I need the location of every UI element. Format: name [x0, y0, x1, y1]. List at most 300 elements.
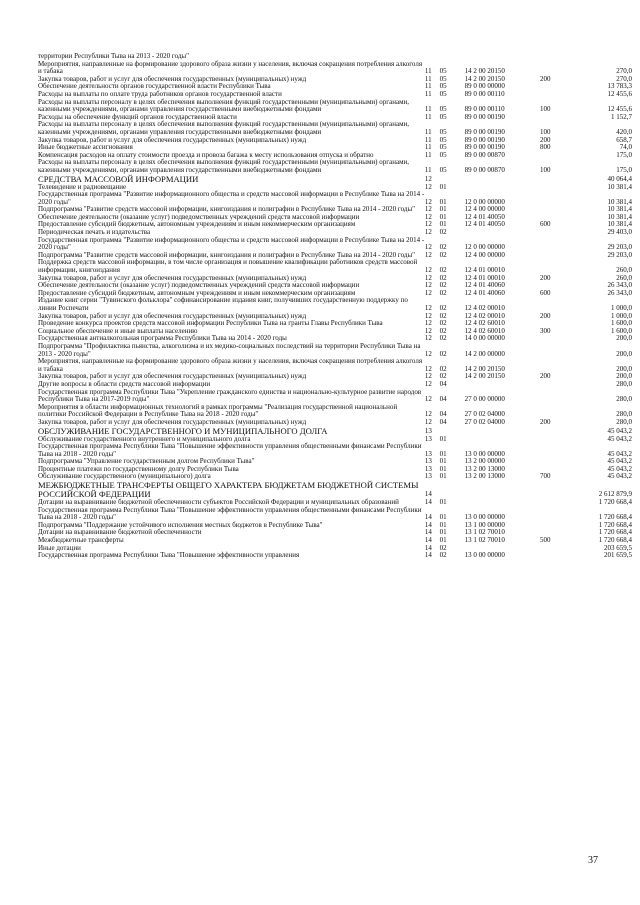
- row-razdel-cell: 11: [424, 150, 432, 159]
- row-amount-cell: 2 612 879,9: [598, 490, 632, 499]
- row-target-article-cell: 13 2 00 13000: [464, 472, 505, 481]
- row-razdel-cell: 13: [424, 449, 432, 458]
- row-amount-cell: 10 381,4: [607, 182, 632, 191]
- row-podrazdel-cell: 01: [439, 220, 447, 229]
- row-podrazdel-cell: 05: [439, 105, 447, 114]
- table-row: [38, 389, 632, 404]
- row-razdel-cell: 14: [424, 528, 432, 537]
- row-target-article-cell: 13 2 00 13000: [464, 464, 505, 473]
- row-amount-cell: 10 381,4: [607, 220, 632, 229]
- row-target-article-cell: [465, 436, 540, 444]
- row-expense-type-cell: [540, 499, 571, 507]
- row-amount-cell: 200,0: [616, 334, 632, 343]
- row-podrazdel-cell: 02: [439, 372, 447, 381]
- row-amount-cell: 26 343,0: [607, 288, 632, 297]
- row-razdel-cell: 13: [424, 472, 432, 481]
- row-expense-type-cell: 600: [539, 220, 551, 229]
- row-target-article-cell: 14 2 00 00000: [464, 349, 505, 358]
- row-podrazdel-cell: [440, 53, 465, 61]
- row-razdel-cell: 12: [424, 288, 432, 297]
- row-target-article-cell: 12 4 02 60010: [464, 319, 505, 328]
- row-podrazdel-cell: 01: [439, 513, 447, 522]
- row-podrazdel-cell: 05: [439, 82, 447, 91]
- row-podrazdel-cell: 02: [439, 334, 447, 343]
- row-podrazdel-cell: 05: [439, 143, 447, 152]
- row-target-article-cell: 12 4 01 00010: [464, 273, 505, 282]
- row-razdel-cell: 11: [424, 112, 432, 121]
- row-podrazdel-cell: 01: [439, 457, 447, 466]
- row-amount-cell: 12 455,6: [607, 105, 632, 114]
- row-podrazdel-cell: 05: [439, 89, 447, 98]
- row-name-cell: Предоставление субсидий бюджетным, автономным учреждениям и иным некоммерческим организациям: [38, 288, 356, 297]
- row-target-article-cell: 13 1 02 70010: [464, 536, 505, 545]
- row-razdel-cell: 12: [424, 197, 432, 206]
- row-razdel-cell: 14: [424, 490, 432, 499]
- row-podrazdel-cell: 02: [439, 228, 447, 237]
- row-name-cell: Подпрограмма "Поддержание устойчивого исполнения местных бюджетов в Республике Тыва": [38, 520, 323, 529]
- row-razdel-cell: 12: [424, 243, 432, 252]
- row-podrazdel-cell: 01: [439, 212, 447, 221]
- row-razdel-cell: 12: [424, 182, 432, 191]
- row-target-article-cell: [465, 53, 540, 61]
- row-expense-type-cell: [540, 61, 571, 76]
- row-amount-cell: 200,0: [616, 364, 632, 373]
- row-name-cell: Государственная программа "Развитие информационного общества и средств массовой информации в Республике Тыва на 2014 - 2020 годы": [38, 235, 425, 252]
- row-target-article-cell: [465, 499, 540, 507]
- row-amount-cell: 203 659,5: [604, 543, 632, 552]
- row-name-cell: Закупка товаров, работ и услуг для обеспечения государственных (муниципальных) нужд: [38, 372, 307, 381]
- row-razdel-cell: 12: [424, 311, 432, 320]
- row-name-cell: Закупка товаров, работ и услуг для обеспечения государственных (муниципальных) нужд: [38, 417, 307, 426]
- row-name-cell: Процентные платежи по государственному долгу Республики Тыва: [38, 464, 239, 473]
- row-target-article-cell: 12 4 02 00010: [464, 311, 505, 320]
- row-podrazdel-cell: 01: [439, 472, 447, 481]
- row-amount-cell: 45 043,2: [607, 434, 632, 443]
- row-target-article-cell: 13 1 02 70010: [464, 528, 505, 537]
- row-expense-type-cell: [540, 229, 571, 237]
- row-name-cell: ОБСЛУЖИВАНИЕ ГОСУДАРСТВЕННОГО И МУНИЦИПАЛЬНОГО ДОЛГА: [38, 425, 328, 436]
- row-amount-cell: 40 064,4: [607, 174, 632, 183]
- row-target-article-cell: 89 0 00 00000: [464, 82, 505, 91]
- row-razdel-cell: 11: [424, 89, 432, 98]
- row-expense-type-cell: 100: [539, 165, 551, 174]
- row-name-cell: Проведение конкурса проектов средств массовой информации Республики Тыва на гранты Главы Республики Тыва: [38, 319, 383, 328]
- row-amount-cell: [571, 53, 632, 61]
- row-expense-type-cell: [540, 481, 571, 499]
- row-target-article-cell: 89 0 00 00190: [464, 135, 505, 144]
- row-amount-cell: 1 720 668,4: [598, 513, 632, 522]
- row-name-cell: Закупка товаров, работ и услуг для обеспечения государственных (муниципальных) нужд: [38, 311, 307, 320]
- table-row: [38, 159, 632, 174]
- row-target-article-cell: 89 0 00 00190: [464, 127, 505, 136]
- row-name-cell: Государственная антиалкогольная программа Республики Тыва на 2014 - 2020 годы: [38, 334, 287, 343]
- row-amount-cell: 280,0: [616, 379, 632, 388]
- row-razdel-cell: 14: [424, 543, 432, 552]
- row-amount-cell: 280,0: [616, 417, 632, 426]
- row-amount-cell: 45 043,2: [607, 464, 632, 473]
- row-razdel-cell: 12: [424, 304, 432, 312]
- row-razdel-cell: 14: [424, 551, 432, 560]
- row-name-cell: Государственная программа "Развитие информационного общества и средств массовой информации в Республике Тыва на 2014 - 2020 годы": [38, 190, 425, 206]
- row-target-article-cell: [465, 175, 540, 184]
- row-expense-type-cell: [540, 545, 571, 553]
- row-amount-cell: 270,0: [616, 74, 632, 83]
- row-podrazdel-cell: 01: [439, 182, 447, 191]
- row-podrazdel-cell: 01: [439, 498, 447, 507]
- table-row: [38, 297, 632, 312]
- row-podrazdel-cell: 02: [439, 288, 447, 297]
- row-podrazdel-cell: 05: [439, 74, 447, 83]
- row-amount-cell: 1 600,0: [611, 326, 632, 335]
- row-expense-type-cell: [540, 175, 571, 184]
- row-name-cell: Расходы на выплаты персоналу в целях обеспечения выполнения функций государственными (муниципальными) органами, казенными учреждениями, органами управления государственными внебюджетными фондами: [38, 120, 410, 136]
- row-expense-type-cell: [540, 522, 571, 530]
- row-name-cell: Иные дотации: [38, 543, 81, 552]
- row-target-article-cell: 12 4 01 40060: [464, 288, 505, 297]
- row-target-article-cell: 12 0 00 00000: [464, 243, 505, 252]
- row-target-article-cell: 12 4 01 40050: [464, 220, 505, 229]
- row-expense-type-cell: 200: [539, 135, 551, 144]
- row-razdel-cell: 12: [424, 273, 432, 282]
- row-name-cell: Другие вопросы в области средств массовой информации: [38, 379, 211, 388]
- row-expense-type-cell: [540, 114, 571, 122]
- row-podrazdel-cell: 01: [439, 536, 447, 545]
- row-amount-cell: 1 720 668,4: [598, 520, 632, 529]
- row-podrazdel-cell: [440, 481, 465, 499]
- row-podrazdel-cell: 01: [439, 520, 447, 529]
- row-amount-cell: 74,0: [619, 143, 632, 152]
- row-podrazdel-cell: 02: [439, 364, 447, 373]
- row-amount-cell: 10 381,4: [607, 212, 632, 221]
- row-podrazdel-cell: 01: [439, 197, 447, 206]
- row-razdel-cell: 12: [424, 281, 432, 290]
- row-name-cell: Дотации на выравнивание бюджетной обеспеченности субъектов Российской Федерации и муниципальных образований: [38, 498, 399, 507]
- table-row: [38, 404, 632, 419]
- row-target-article-cell: [465, 381, 540, 389]
- row-amount-cell: 1 000,0: [611, 311, 632, 320]
- row-name-cell: Обслуживание государственного внутреннего и муниципального долга: [38, 434, 251, 443]
- row-name-cell: Обеспечение деятельности (оказание услуг) подведомственных учреждений средств массовой информации: [38, 281, 360, 290]
- row-expense-type-cell: [540, 381, 571, 389]
- row-name-cell: Расходы на обеспечение функций органов государственной власти: [38, 112, 237, 121]
- row-name-cell: Государственная программа Республики Тыва "Укрепление гражданского единства и национально-культурное развитие народов Республики Тыва на 2017-2019 годы": [38, 387, 422, 404]
- row-name-cell: Издание книг серии "Тувинского фольклора" софинансирование издания книг, получивших государственную поддержку по линии Роспечати: [38, 296, 408, 312]
- row-expense-type-cell: 200: [539, 311, 551, 320]
- section-header-row: [38, 175, 632, 184]
- row-name-cell: Государственная программа Республики Тыва "Повышение эффективности управления общественными финансами Республики Тыва на 2018 - 2020 годы": [38, 505, 422, 522]
- row-podrazdel-cell: 05: [439, 165, 447, 174]
- row-razdel-cell: 11: [424, 143, 432, 152]
- row-razdel-cell: 11: [424, 105, 432, 114]
- row-target-article-cell: [465, 229, 540, 237]
- row-name-cell: Закупка товаров, работ и услуг для обеспечения государственных (муниципальных) нужд: [38, 74, 307, 83]
- row-name-cell: Периодическая печать и издательства: [38, 228, 151, 237]
- row-podrazdel-cell: 01: [439, 434, 447, 443]
- row-podrazdel-cell: 02: [439, 326, 447, 335]
- row-target-article-cell: 14 2 00 20150: [464, 74, 505, 83]
- row-expense-type-cell: 200: [539, 273, 551, 282]
- row-expense-type-cell: 300: [539, 326, 551, 335]
- row-expense-type-cell: [540, 552, 571, 560]
- row-podrazdel-cell: 05: [439, 67, 447, 76]
- table-row: [38, 443, 632, 458]
- row-name-cell: Закупка товаров, работ и услуг для обеспечения государственных (муниципальных) нужд: [38, 135, 307, 144]
- table-row: [38, 61, 632, 76]
- row-name-cell: Обеспечение деятельности органов государственной власти Республики Тыва: [38, 82, 271, 91]
- row-amount-cell: 270,0: [616, 67, 632, 76]
- row-razdel-cell: 12: [424, 349, 432, 358]
- row-razdel-cell: 11: [424, 82, 432, 91]
- row-expense-type-cell: 100: [539, 105, 551, 114]
- row-razdel-cell: 12: [424, 372, 432, 381]
- row-podrazdel-cell: 05: [439, 135, 447, 144]
- row-razdel-cell: 11: [424, 127, 432, 136]
- row-podrazdel-cell: 05: [439, 127, 447, 136]
- row-podrazdel-cell: 05: [439, 150, 447, 159]
- row-expense-type-cell: [540, 259, 571, 274]
- row-target-article-cell: 89 0 00 00110: [464, 89, 505, 98]
- row-amount-cell: 29 403,0: [607, 228, 632, 237]
- row-name-cell: Мероприятия, направленные на формирование здорового образа жизни у населения, включая сокращения потребления алкоголя и табака: [38, 59, 423, 76]
- row-amount-cell: 200,0: [616, 372, 632, 381]
- row-target-article-cell: 12 4 02 00010: [464, 304, 505, 312]
- row-target-article-cell: 27 0 02 04000: [464, 417, 505, 426]
- row-expense-type-cell: [540, 443, 571, 458]
- row-amount-cell: 1 720 668,4: [598, 536, 632, 545]
- row-name-cell: Мероприятия, направленные на формирование здорового образа жизни у населения, включая сокращения потребления алкоголя и табака: [38, 357, 423, 373]
- row-target-article-cell: 14 0 00 00000: [464, 334, 505, 343]
- row-target-article-cell: 12 4 01 40050: [464, 212, 505, 221]
- row-target-article-cell: 89 0 00 00190: [464, 112, 505, 121]
- row-expense-type-cell: 700: [539, 472, 551, 481]
- row-razdel-cell: 14: [424, 498, 432, 507]
- row-amount-cell: 200,0: [616, 349, 632, 358]
- row-expense-type-cell: 500: [539, 536, 551, 545]
- budget-table-body: [38, 53, 632, 560]
- row-name-cell: Закупка товаров, работ и услуг для обеспечения государственных (муниципальных) нужд: [38, 273, 307, 282]
- row-amount-cell: 10 381,4: [607, 197, 632, 206]
- row-razdel-cell: 11: [424, 135, 432, 144]
- row-expense-type-cell: [540, 184, 571, 192]
- table-row: [38, 121, 632, 136]
- row-razdel-cell: 11: [424, 74, 432, 83]
- row-podrazdel-cell: 01: [439, 464, 447, 473]
- row-target-article-cell: 12 4 01 40060: [464, 281, 505, 290]
- row-amount-cell: 175,0: [616, 165, 632, 174]
- table-row: [38, 507, 632, 522]
- row-name-cell: Расходы на выплаты по оплате труда работников органов государственной власти: [38, 89, 282, 98]
- row-razdel-cell: 13: [424, 464, 432, 473]
- row-expense-type-cell: [540, 358, 571, 373]
- row-name-cell: Расходы на выплаты персоналу в целях обеспечения выполнения функций государственными (муниципальными) органами, казенными учреждениями, органами управления государственными внебюджетными фондами: [38, 158, 410, 174]
- table-row: [38, 191, 632, 206]
- row-target-article-cell: [465, 481, 540, 499]
- row-expense-type-cell: [540, 53, 571, 61]
- row-podrazdel-cell: 02: [439, 551, 447, 560]
- row-amount-cell: 1 720 668,4: [598, 528, 632, 537]
- row-expense-type-cell: [540, 507, 571, 522]
- row-podrazdel-cell: 01: [439, 449, 447, 458]
- row-razdel-cell: 12: [424, 205, 432, 214]
- row-podrazdel-cell: 02: [439, 250, 447, 259]
- row-podrazdel-cell: 01: [439, 205, 447, 214]
- row-name-cell: Государственная программа Республики Тыва "Повышение эффективности управления общественными финансами Республики Тыва на 2018 - 2020 годы": [38, 442, 422, 458]
- row-razdel-cell: 12: [424, 319, 432, 328]
- row-target-article-cell: 89 0 00 00110: [464, 105, 505, 114]
- row-amount-cell: 201 659,5: [604, 551, 632, 560]
- row-target-article-cell: 27 0 00 00000: [464, 395, 505, 404]
- row-amount-cell: 658,7: [616, 135, 632, 144]
- row-razdel-cell: 13: [424, 457, 432, 466]
- row-name-cell: Дотации на выравнивание бюджетной обеспеченности: [38, 528, 202, 537]
- row-amount-cell: 29 203,0: [607, 243, 632, 252]
- row-amount-cell: 260,0: [616, 266, 632, 275]
- row-name-cell: Государственная программа Республики Тыва "Повышение эффективности управления: [38, 551, 300, 560]
- row-razdel-cell: 14: [424, 513, 432, 522]
- table-row: [38, 343, 632, 358]
- row-razdel-cell: 11: [424, 165, 432, 174]
- row-razdel-cell: 13: [424, 434, 432, 443]
- row-expense-type-cell: 600: [539, 288, 551, 297]
- row-razdel-cell: 12: [424, 395, 432, 404]
- row-target-article-cell: 12 4 02 60010: [464, 326, 505, 335]
- row-razdel-cell: [425, 53, 440, 61]
- table-row: [38, 237, 632, 252]
- row-expense-type-cell: [540, 206, 571, 214]
- row-amount-cell: 1 152,7: [611, 112, 632, 121]
- row-target-article-cell: 12 4 00 00000: [464, 205, 505, 214]
- row-amount-cell: 12 455,6: [607, 89, 632, 98]
- row-name-cell: Мероприятия в области информационных технологий в рамках программы "Реализация государственной национальной политики Российской Федерации в Республике Тыва на 2018 - 2020 годы": [38, 402, 398, 419]
- row-podrazdel-cell: 02: [439, 543, 447, 552]
- row-amount-cell: 1 600,0: [611, 319, 632, 328]
- row-podrazdel-cell: 01: [439, 528, 447, 537]
- row-expense-type-cell: [540, 237, 571, 252]
- row-target-article-cell: 27 0 02 04000: [464, 410, 505, 419]
- row-razdel-cell: 12: [424, 326, 432, 335]
- row-target-article-cell: 12 4 01 00010: [464, 266, 505, 275]
- row-name-cell: СРЕДСТВА МАССОВОЙ ИНФОРМАЦИИ: [38, 173, 199, 184]
- row-expense-type-cell: [540, 343, 571, 358]
- row-amount-cell: 280,0: [616, 395, 632, 404]
- row-razdel-cell: 14: [424, 520, 432, 529]
- row-target-article-cell: 13 2 00 00000: [464, 457, 505, 466]
- row-razdel-cell: 11: [424, 67, 432, 76]
- row-name-cell: Подпрограмма "Развитие средств массовой информации, книгоиздания и полиграфии в Республике Тыва на 2014 - 2020 годы": [38, 250, 416, 259]
- table-row: [38, 537, 632, 545]
- row-name-cell: Компенсация расходов на оплату стоимости проезда и провоза багажа к месту использования отпуска и обратно: [38, 150, 374, 159]
- row-expense-type-cell: 100: [539, 127, 551, 136]
- row-podrazdel-cell: 02: [439, 349, 447, 358]
- row-expense-type-cell: [540, 335, 571, 343]
- row-target-article-cell: 13 0 00 00000: [464, 513, 505, 522]
- row-amount-cell: 45 043,2: [607, 472, 632, 481]
- row-amount-cell: 420,0: [616, 127, 632, 136]
- row-expense-type-cell: 200: [539, 417, 551, 426]
- row-amount-cell: 1 720 668,4: [598, 498, 632, 507]
- row-expense-type-cell: 200: [539, 74, 551, 83]
- row-podrazdel-cell: 02: [439, 304, 447, 312]
- table-row: [38, 259, 632, 274]
- row-podrazdel-cell: 02: [439, 273, 447, 282]
- row-name-cell: МЕЖБЮДЖЕТНЫЕ ТРАНСФЕРТЫ ОБЩЕГО ХАРАКТЕРА БЮДЖЕТАМ БЮДЖЕТНОЙ СИСТЕМЫ РОССИЙСКОЙ ФЕДЕРАЦИИ: [38, 480, 419, 500]
- row-amount-cell: 26 343,0: [607, 281, 632, 290]
- row-razdel-cell: 12: [424, 220, 432, 229]
- row-name-cell: территории Республики Тыва на 2013 - 2020 годы": [38, 52, 189, 60]
- row-podrazdel-cell: 05: [439, 112, 447, 121]
- row-amount-cell: 1 000,0: [611, 304, 632, 312]
- row-expense-type-cell: [540, 458, 571, 466]
- row-expense-type-cell: 200: [539, 372, 551, 381]
- row-expense-type-cell: [540, 427, 571, 436]
- row-name-cell: Подпрограмма "Управление государственным долгом Республики Тыва": [38, 457, 255, 466]
- row-podrazdel-cell: 04: [439, 417, 447, 426]
- row-target-article-cell: 12 0 00 00000: [464, 197, 505, 206]
- row-expense-type-cell: [540, 83, 571, 91]
- row-target-article-cell: 14 2 00 20150: [464, 364, 505, 373]
- row-podrazdel-cell: 04: [439, 410, 447, 419]
- row-target-article-cell: 13 1 00 00000: [464, 520, 505, 529]
- row-expense-type-cell: [540, 297, 571, 312]
- row-expense-type-cell: [540, 436, 571, 444]
- row-target-article-cell: [465, 427, 540, 436]
- row-amount-cell: 280,0: [616, 410, 632, 419]
- row-razdel-cell: 12: [424, 212, 432, 221]
- row-amount-cell: 45 043,2: [607, 449, 632, 458]
- row-amount-cell: 260,0: [616, 273, 632, 282]
- row-podrazdel-cell: 02: [439, 243, 447, 252]
- row-razdel-cell: 12: [424, 364, 432, 373]
- row-amount-cell: 13 783,3: [607, 82, 632, 91]
- row-target-article-cell: 14 2 00 20150: [464, 372, 505, 381]
- table-row: [38, 552, 632, 560]
- row-razdel-cell: 12: [424, 410, 432, 419]
- row-name-cell: Расходы на выплаты персоналу в целях обеспечения выполнения функций государственными (муниципальными) органами, казенными учреждениями, органами управления государственными внебюджетными фондами: [38, 97, 410, 114]
- row-name-cell: Подпрограмма "Развитие средств массовой информации, книгоиздания и полиграфии в Республике Тыва на 2014 - 2020 годы": [38, 205, 416, 214]
- section-header-row: [38, 481, 632, 499]
- row-razdel-cell: 14: [424, 536, 432, 545]
- row-razdel-cell: 12: [424, 266, 432, 275]
- row-podrazdel-cell: 02: [439, 281, 447, 290]
- row-podrazdel-cell: 02: [439, 319, 447, 328]
- row-name-cell: Социальное обеспечение и иные выплаты населению: [38, 326, 198, 335]
- page-number: 37: [588, 855, 598, 866]
- row-podrazdel-cell: 04: [439, 379, 447, 388]
- row-expense-type-cell: [540, 91, 571, 99]
- row-razdel-cell: 12: [424, 250, 432, 259]
- row-razdel-cell: 13: [424, 426, 432, 435]
- row-name-cell: Предоставление субсидий бюджетным, автономным учреждениям и иным некоммерческим организациям: [38, 220, 356, 229]
- row-amount-cell: 29 203,0: [607, 250, 632, 259]
- row-podrazdel-cell: 02: [439, 311, 447, 320]
- row-expense-type-cell: 800: [539, 143, 551, 152]
- row-expense-type-cell: [540, 389, 571, 404]
- row-expense-type-cell: [540, 191, 571, 206]
- budget-table: [38, 53, 632, 560]
- row-target-article-cell: 12 4 00 00000: [464, 250, 505, 259]
- row-podrazdel-cell: 02: [439, 266, 447, 275]
- row-target-article-cell: 13 0 00 00000: [464, 449, 505, 458]
- row-amount-cell: 45 043,2: [607, 457, 632, 466]
- row-amount-cell: 10 381,4: [607, 205, 632, 214]
- row-name-cell: Поддержка средств массовой информации, в том числе организация и повышение квалификации работников средств массовой информации, книгоиздания: [38, 258, 418, 275]
- row-expense-type-cell: [540, 252, 571, 260]
- row-expense-type-cell: [540, 152, 571, 160]
- row-name-cell: Иные бюджетные ассигнования: [38, 143, 133, 152]
- row-razdel-cell: 12: [424, 334, 432, 343]
- table-row: [38, 358, 632, 373]
- row-expense-type-cell: [540, 404, 571, 419]
